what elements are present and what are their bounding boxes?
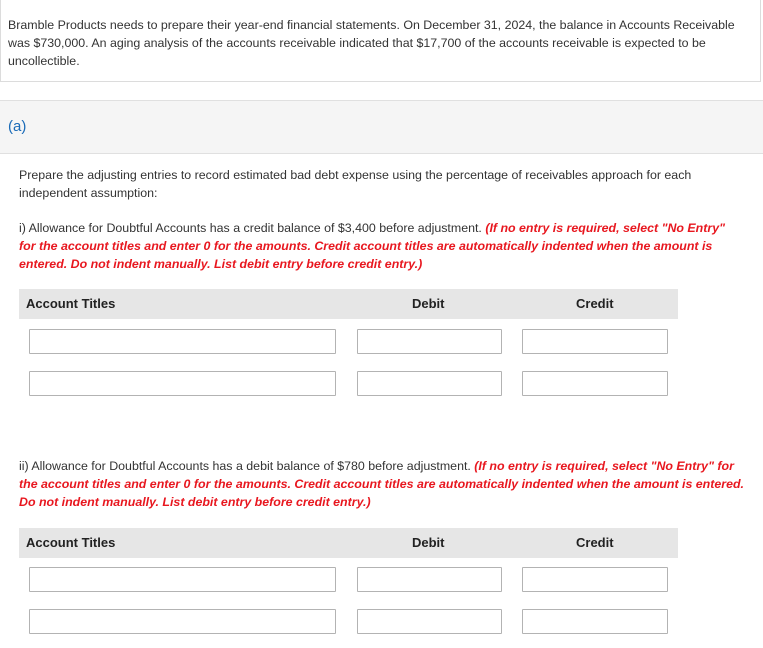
problem-statement: Bramble Products needs to prepare their year-end financial statements. On December 31, 2024, the balance in Accounts Receivable was $730,000. An aging analysis of the accounts receivable indicated that $17,700 of the accounts receivable is expected to be uncollectible. (8, 18, 735, 68)
credit-amount-input[interactable] (522, 371, 668, 396)
header-debit: Debit (412, 535, 445, 550)
part-header (0, 100, 763, 154)
journal-table-2-header (19, 528, 678, 558)
debit-amount-input[interactable] (357, 609, 502, 634)
journal-table-1-header (19, 289, 678, 319)
debit-amount-input[interactable] (357, 371, 502, 396)
header-credit: Credit (576, 296, 614, 311)
scenario-2-text: ii) Allowance for Doubtful Accounts has a debit balance of $780 before adjustment. (19, 459, 475, 473)
part-label: (a) (8, 118, 27, 135)
header-debit: Debit (412, 296, 445, 311)
header-account-titles: Account Titles (26, 296, 116, 311)
part-instruction: Prepare the adjusting entries to record estimated bad debt expense using the percentage of receivables approach for each independent assumption: (19, 168, 692, 200)
scenario-2-prompt (19, 457, 744, 511)
scenario-2-note: (If no entry is required, select "No Entry" for the account titles and enter 0 for the amounts. Credit account titles are automatically indented when the amount is entered. Do not indent manually. List debit entry before credit entry.) (19, 459, 744, 509)
header-account-titles: Account Titles (26, 535, 116, 550)
intro-panel (0, 0, 761, 82)
credit-amount-input[interactable] (522, 329, 668, 354)
account-title-input[interactable] (29, 567, 336, 592)
scenario-1-note: (If no entry is required, select "No Entry" for the account titles and enter 0 for the amounts. Credit account titles are automatically indented when the amount is entered. Do not indent manually. List debit entry before credit entry.) (19, 221, 725, 271)
debit-amount-input[interactable] (357, 567, 502, 592)
account-title-input[interactable] (29, 329, 336, 354)
account-title-input[interactable] (29, 371, 336, 396)
credit-amount-input[interactable] (522, 567, 668, 592)
credit-amount-input[interactable] (522, 609, 668, 634)
header-credit: Credit (576, 535, 614, 550)
scenario-1-prompt (19, 219, 744, 273)
account-title-input[interactable] (29, 609, 336, 634)
scenario-1-text: i) Allowance for Doubtful Accounts has a credit balance of $3,400 before adjustment. (19, 221, 486, 235)
debit-amount-input[interactable] (357, 329, 502, 354)
